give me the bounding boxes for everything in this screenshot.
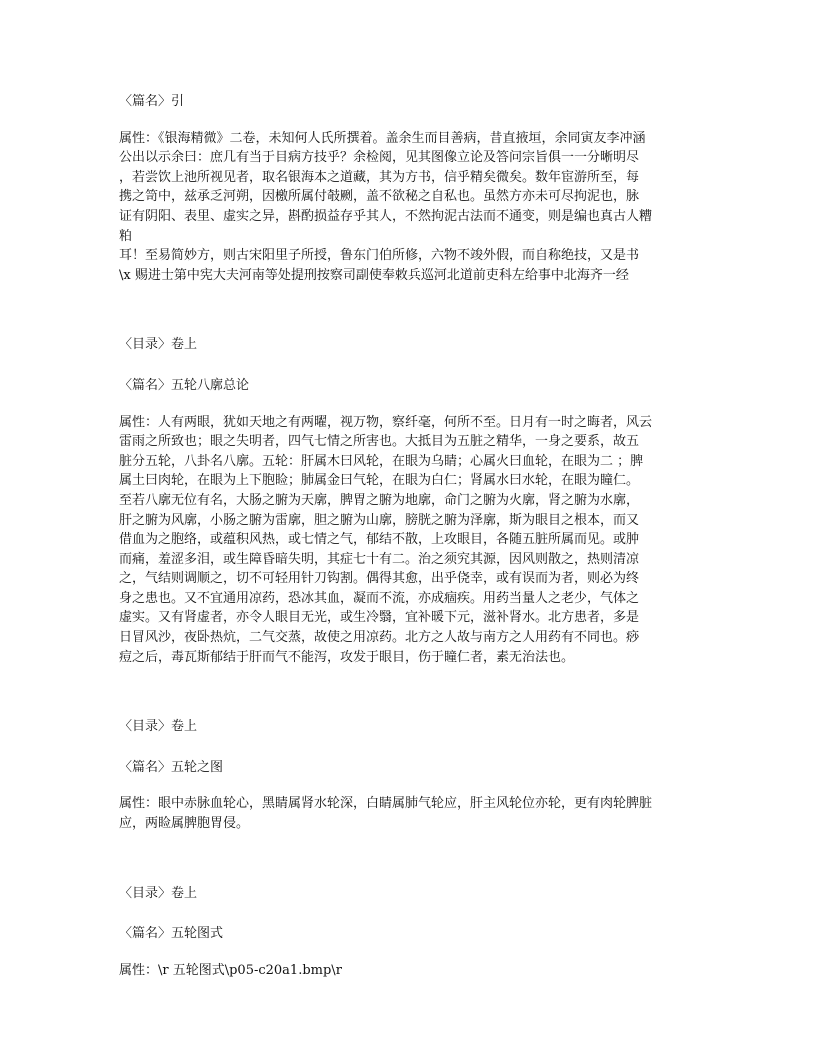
body-line: 公出以示余曰：庶几有当于目病方技乎？余检阅，见其图像立论及答问宗旨俱一一分晰明尽	[119, 150, 640, 166]
body-line: 属性：眼中赤脉血轮心，黑睛属肾水轮深，白睛属肺气轮应，肝主风轮位亦轮，更有肉轮脾脏	[119, 796, 653, 812]
body-line: 属性：\r 五轮图式\p05-c20a1.bmp\r	[119, 962, 342, 978]
body-line: 证有阴阳、表里、虚实之异，斟酌损益存乎其人，不然拘泥古法而不通变，则是编也真古人糟	[119, 208, 653, 224]
body-line: 身之患也。又不宜通用凉药，恐冰其血，凝而不流，亦成痼疾。用药当量人之老少，气体之	[119, 590, 640, 606]
body-line: ，若尝饮上池所视见者，取名银海本之道藏，其为方书，信乎精矣微矣。数年宦游所至，每	[119, 169, 640, 185]
body-line: \x 赐进士第中宪大夫河南等处提刑按察司副使奉敕兵巡河北道前吏科左给事中北海齐一经	[119, 267, 629, 283]
body-line: 之，气结则调顺之，切不可轻用针刀钩割。偶得其愈，出乎侥幸，或有误而为者，则必为终	[119, 571, 640, 587]
body-line: 应，两睑属脾胞胃侵。	[119, 816, 250, 832]
body-line: 粕	[119, 228, 133, 244]
body-line: 日冒风沙，夜卧热炕，二气交蒸，故使之用凉药。北方之人故与南方之人用药有不同也。痧	[119, 630, 640, 646]
body-line: 脏分五轮，八卦名八廓。五轮：肝属木曰风轮，在眼为乌睛；心属火曰血轮，在眼为二 ；脾	[119, 453, 644, 469]
section-body	[119, 129, 699, 286]
body-line: 虚实。又有肾虚者，亦令人眼目无光，或生冷翳，宜补暖下元，滋补肾水。北方患者，多是	[119, 610, 640, 626]
catalog-label: 〈目录〉卷上	[119, 885, 198, 901]
body-line: 属性：人有两眼，犹如天地之有两曜，视万物，察纤毫，何所不至。日月有一时之晦者，风云	[119, 414, 653, 430]
body-line: 耳！至易简妙方，则古宋阳里子所授，鲁东门伯所修，六物不竣外假，而自称绝技，又是书	[119, 248, 640, 264]
body-line: 肝之腑为风廓，小肠之腑为雷廓，胆之腑为山廓，膀胱之腑为泽廓，斯为眼目之根本，而又	[119, 512, 640, 528]
section-heading: 〈篇名〉引	[119, 94, 185, 109]
body-line: 属土曰肉轮，在眼为上下胞睑；肺属金曰气轮，在眼为白仁；肾属水曰水轮，在眼为瞳仁。	[119, 473, 640, 489]
body-line: 借血为之胞络，或蕴积风热，或七情之气，郁结不散，上攻眼目，各随五脏所属而见。或肿	[119, 532, 640, 548]
section-body	[119, 961, 699, 981]
section-heading: 〈篇名〉五轮之图	[119, 759, 224, 775]
section-body	[119, 413, 699, 668]
body-line: 携之笥中，兹承乏河朔，因檄所属付攲劂，盖不欲秘之自私也。虽然方亦未可尽拘泥也，脉	[119, 189, 640, 205]
document-page	[119, 92, 699, 980]
body-line: 雷雨之所致也；眼之失明者，四气七情之所害也。大抵目为五脏之精华，一身之要系，故五	[119, 434, 640, 450]
section-heading: 〈篇名〉五轮八廓总论	[119, 377, 250, 393]
body-line: 而痛，羞涩多泪，或生障昏暗失明，其症七十有二。治之须究其源，因风则散之，热则清凉	[119, 551, 640, 567]
body-line: 痘之后，毒瓦斯郁结于肝而气不能泻，攻发于眼目，伤于瞳仁者，素无治法也。	[119, 649, 575, 665]
catalog-label: 〈目录〉卷上	[119, 719, 198, 735]
body-line: 属性：《银海精微》二卷，未知何人氏所撰着。盖余生而目善病，昔直掖垣，余同寅友李冲涵	[119, 130, 646, 146]
section-body	[119, 794, 699, 833]
catalog-label: 〈目录〉卷上	[119, 337, 198, 353]
section-heading: 〈篇名〉五轮图式	[119, 926, 224, 942]
body-line: 至若八廓无位有名，大肠之腑为天廓，脾胃之腑为地廓，命门之腑为火廓，肾之腑为水廓，	[119, 492, 640, 508]
